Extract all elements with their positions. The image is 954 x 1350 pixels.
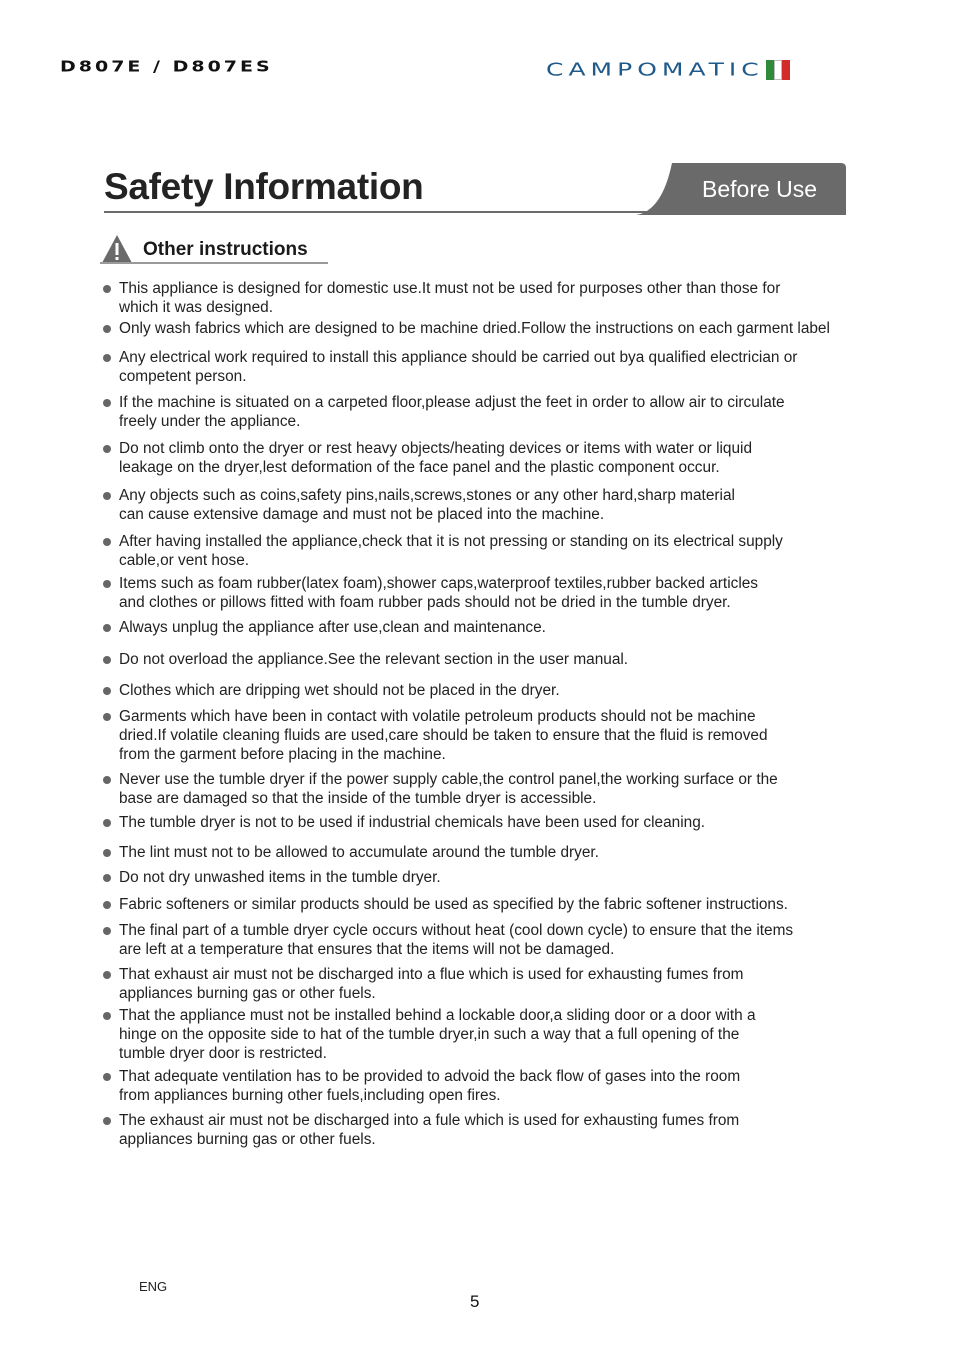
list-item	[119, 1067, 740, 1105]
list-item	[119, 868, 441, 887]
list-item-line: Fabric softeners or similar products should be used as specified by the fabric softener instructions.	[119, 896, 788, 913]
bullet-icon	[103, 354, 111, 362]
list-item-line: Always unplug the appliance after use,clean and maintenance.	[119, 619, 546, 636]
bullet-icon	[103, 285, 111, 293]
list-item-line: Any objects such as coins,safety pins,nails,screws,stones or any other hard,sharp material	[119, 487, 735, 504]
italian-flag-icon	[766, 60, 790, 80]
list-item	[119, 650, 628, 669]
list-item	[119, 348, 797, 386]
list-item-line: Garments which have been in contact with volatile petroleum products should not be machine	[119, 708, 756, 725]
title-underline	[104, 211, 649, 213]
bullet-icon	[103, 1117, 111, 1125]
list-item-line: base are damaged so that the inside of the tumble dryer is accessible.	[119, 790, 597, 807]
bullet-icon	[103, 580, 111, 588]
list-item	[119, 921, 793, 959]
section-underline	[100, 262, 328, 264]
list-item-line: The lint must not to be allowed to accumulate around the tumble dryer.	[119, 844, 599, 861]
bullet-icon	[103, 325, 111, 333]
list-item-line: Do not overload the appliance.See the relevant section in the user manual.	[119, 651, 629, 668]
list-item	[119, 843, 599, 862]
list-item-line: If the machine is situated on a carpeted floor,please adjust the feet in order to allow air to circulate	[119, 394, 785, 411]
list-item-line: The final part of a tumble dryer cycle occurs without heat (cool down cycle) to ensure that the items	[119, 922, 794, 939]
list-item-line: Do not climb onto the dryer or rest heavy objects/heating devices or items with water or liquid	[119, 440, 753, 457]
bullet-icon	[103, 624, 111, 632]
brand-logo	[546, 55, 790, 84]
before-use-tab	[636, 163, 846, 215]
list-item-line: competent person.	[119, 368, 247, 385]
list-item	[119, 574, 758, 612]
list-item-line: The exhaust air must not be discharged into a fule which is used for exhausting fumes from	[119, 1112, 740, 1129]
list-item-line: hinge on the opposite side to hat of the tumble dryer,in such a way that a full opening of the	[119, 1026, 740, 1043]
list-item-line: Any electrical work required to install this appliance should be carried out bya qualified electrician or	[119, 349, 798, 366]
brand-name: CAMPOMATIC	[546, 59, 764, 80]
flag-stripe-green	[766, 60, 774, 80]
bullet-icon	[103, 971, 111, 979]
list-item-line: Items such as foam rubber(latex foam),shower caps,waterproof textiles,rubber backed articles	[119, 575, 758, 592]
bullet-icon	[103, 1073, 111, 1081]
page-number: 5	[470, 1292, 480, 1311]
list-item-line: appliances burning gas or other fuels.	[119, 1131, 376, 1148]
list-item	[119, 486, 735, 524]
list-item-line: dried.If volatile cleaning fluids are used,care should be taken to ensure that the fluid is removed	[119, 727, 768, 744]
list-item-line: freely under the appliance.	[119, 413, 301, 430]
list-item-line: This appliance is designed for domestic use.It must not be used for purposes other than those for	[119, 280, 781, 297]
list-item	[119, 618, 546, 637]
flag-stripe-white	[774, 60, 782, 80]
list-item-line: Only wash fabrics which are designed to be machine dried.Follow the instructions on each garment label	[119, 320, 830, 337]
list-item	[119, 707, 768, 764]
bullet-icon	[103, 399, 111, 407]
list-item-line: That adequate ventilation has to be provided to advoid the back flow of gases into the room	[119, 1068, 741, 1085]
list-item-line: tumble dryer door is restricted.	[119, 1045, 327, 1062]
bullet-icon	[103, 713, 111, 721]
bullet-icon	[103, 927, 111, 935]
bullet-icon	[103, 687, 111, 695]
bullet-icon	[103, 901, 111, 909]
bullet-icon	[103, 874, 111, 882]
list-item-line: That the appliance must not be installed behind a lockable door,a sliding door or a door with a	[119, 1007, 756, 1024]
bullet-icon	[103, 1012, 111, 1020]
list-item	[119, 681, 560, 700]
bullet-icon	[103, 538, 111, 546]
list-item-line: from appliances burning other fuels,including open fires.	[119, 1087, 501, 1104]
list-item	[119, 279, 780, 317]
list-item-line: leakage on the dryer,lest deformation of the face panel and the plastic component occur.	[119, 459, 720, 476]
list-item-line: Do not dry unwashed items in the tumble dryer.	[119, 869, 441, 886]
list-item	[119, 770, 778, 808]
list-item-line: cable,or vent hose.	[119, 552, 250, 569]
bullet-icon	[103, 445, 111, 453]
bullet-icon	[103, 776, 111, 784]
list-item	[119, 393, 785, 431]
list-item-line: can cause extensive damage and must not be placed into the machine.	[119, 506, 605, 523]
list-item-line: After having installed the appliance,check that it is not pressing or standing on its electrical supply	[119, 533, 783, 550]
list-item-line: That exhaust air must not be discharged into a flue which is used for exhausting fumes from	[119, 966, 744, 983]
page-title: Safety Information	[104, 166, 424, 207]
list-item	[119, 895, 788, 914]
list-item-line: appliances burning gas or other fuels.	[119, 985, 376, 1002]
tab-label: Before Use	[702, 176, 818, 202]
bullet-icon	[103, 492, 111, 500]
footer-language: ENG	[139, 1279, 168, 1294]
flag-stripe-red	[782, 60, 790, 80]
list-item-line: from the garment before placing in the machine.	[119, 746, 446, 763]
bullet-icon	[103, 849, 111, 857]
list-item-line: Clothes which are dripping wet should not be placed in the dryer.	[119, 682, 560, 699]
list-item-line: and clothes or pillows fitted with foam rubber pads should not be dried in the tumble dryer.	[119, 594, 731, 611]
list-item-line: are left at a temperature that ensures that the items will not be damaged.	[119, 941, 615, 958]
list-item	[119, 439, 752, 477]
list-item	[119, 965, 744, 1003]
section-title: Other instructions	[143, 239, 308, 260]
list-item	[119, 1006, 756, 1063]
list-item	[119, 1111, 739, 1149]
bullet-icon	[103, 656, 111, 664]
model-number: D807E / D807ES	[60, 58, 273, 76]
bullet-icon	[103, 819, 111, 827]
list-item-line: Never use the tumble dryer if the power supply cable,the control panel,the working surface or the	[119, 771, 778, 788]
list-item	[119, 813, 705, 832]
list-item-line: which it was designed.	[119, 299, 273, 316]
list-item-line: The tumble dryer is not to be used if industrial chemicals have been used for cleaning.	[119, 814, 706, 831]
list-item	[119, 319, 830, 338]
list-item	[119, 532, 783, 570]
